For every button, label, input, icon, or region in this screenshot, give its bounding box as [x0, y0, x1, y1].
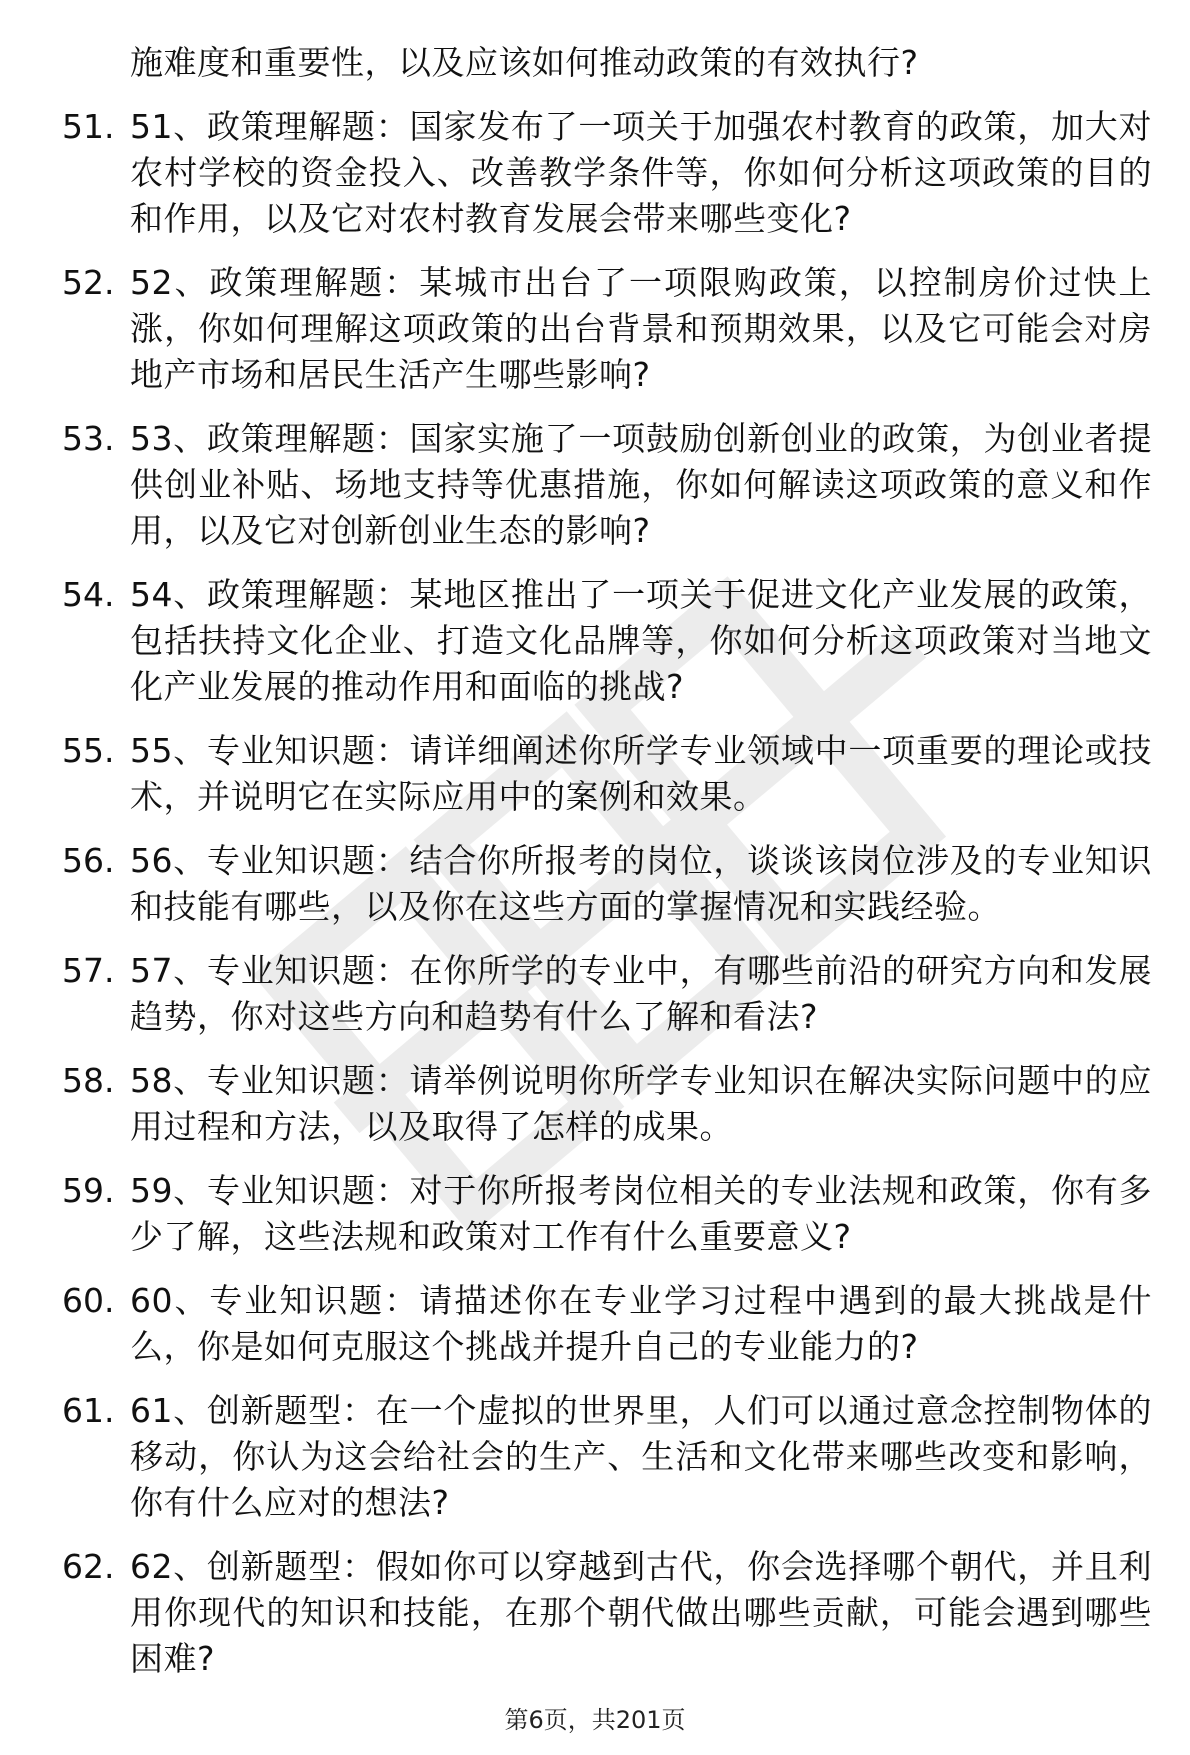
- question-number: 51.: [62, 107, 115, 146]
- continued-question-text: 施难度和重要性，以及应该如何推动政策的有效执行?: [130, 43, 919, 82]
- question-item: [62, 1544, 1152, 1682]
- question-text: 62、创新题型：假如你可以穿越到古代，你会选择哪个朝代，并且利用你现代的知识和技能，在那个朝代做出哪些贡献，可能会遇到哪些困难?: [130, 1547, 1152, 1678]
- question-text: 57、专业知识题：在你所学的专业中，有哪些前沿的研究方向和发展趋势，你对这些方向和趋势有什么了解和看法?: [130, 951, 1152, 1036]
- question-item: [62, 1278, 1152, 1370]
- question-text: 59、专业知识题：对于你所报考岗位相关的专业法规和政策，你有多少了解，这些法规和政策对工作有什么重要意义?: [130, 1171, 1152, 1256]
- page-footer: 第6页，共201页: [504, 1706, 686, 1734]
- question-text: 61、创新题型：在一个虚拟的世界里，人们可以通过意念控制物体的移动，你认为这会给社会的生产、生活和文化带来哪些改变和影响，你有什么应对的想法?: [130, 1391, 1152, 1522]
- question-item: [62, 1388, 1152, 1526]
- question-number: 53.: [62, 419, 115, 458]
- question-number: 55.: [62, 731, 115, 770]
- question-text: 51、政策理解题：国家发布了一项关于加强农村教育的政策，加大对农村学校的资金投入、改善教学条件等，你如何分析这项政策的目的和作用，以及它对农村教育发展会带来哪些变化?: [130, 107, 1152, 238]
- question-number: 56.: [62, 841, 115, 880]
- question-number: 57.: [62, 951, 115, 990]
- question-number: 62.: [62, 1547, 115, 1586]
- question-text: 58、专业知识题：请举例说明你所学专业知识在解决实际问题中的应用过程和方法，以及取得了怎样的成果。: [130, 1061, 1152, 1146]
- question-number: 59.: [62, 1171, 115, 1210]
- question-item: [62, 948, 1152, 1040]
- question-item: [62, 416, 1152, 554]
- question-text: 56、专业知识题：结合你所报考的岗位，谈谈该岗位涉及的专业知识和技能有哪些，以及你在这些方面的掌握情况和实践经验。: [130, 841, 1152, 926]
- question-item: [62, 1058, 1152, 1150]
- question-item: [62, 838, 1152, 930]
- question-text: 53、政策理解题：国家实施了一项鼓励创新创业的政策，为创业者提供创业补贴、场地支持等优惠措施，你如何解读这项政策的意义和作用，以及它对创新创业生态的影响?: [130, 419, 1152, 550]
- question-number: 52.: [62, 263, 115, 302]
- question-number: 60.: [62, 1281, 115, 1320]
- question-number: 54.: [62, 575, 115, 614]
- question-text: 55、专业知识题：请详细阐述你所学专业领域中一项重要的理论或技术，并说明它在实际应用中的案例和效果。: [130, 731, 1152, 816]
- question-item: [62, 104, 1152, 242]
- document-body: [62, 40, 1152, 1700]
- question-text: 60、专业知识题：请描述你在专业学习过程中遇到的最大挑战是什么，你是如何克服这个挑战并提升自己的专业能力的?: [130, 1281, 1152, 1366]
- question-item: [62, 728, 1152, 820]
- question-text: 52、政策理解题：某城市出台了一项限购政策，以控制房价过快上涨，你如何理解这项政策的出台背景和预期效果，以及它可能会对房地产市场和居民生活产生哪些影响?: [130, 263, 1152, 394]
- question-text: 54、政策理解题：某地区推出了一项关于促进文化产业发展的政策，包括扶持文化企业、打造文化品牌等，你如何分析这项政策对当地文化产业发展的推动作用和面临的挑战?: [130, 575, 1152, 706]
- question-item: [62, 260, 1152, 398]
- question-item: [62, 572, 1152, 710]
- question-number: 61.: [62, 1391, 115, 1430]
- question-item: [62, 1168, 1152, 1260]
- question-number: 58.: [62, 1061, 115, 1100]
